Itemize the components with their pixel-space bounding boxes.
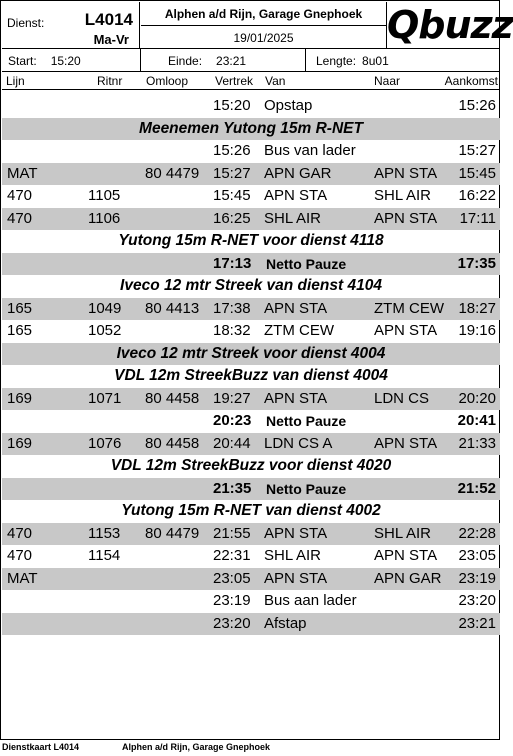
section-title-text: Meenemen Yutong 15m R-NET <box>139 119 363 137</box>
arrival-time: 15:45 <box>458 164 496 182</box>
block-number: 80 4413 <box>145 299 200 317</box>
line-number: MAT <box>7 164 38 182</box>
vehicle-section-title <box>2 343 500 366</box>
arrival-time: 23:20 <box>458 592 496 609</box>
trip-row <box>2 185 500 208</box>
trip-row <box>2 590 500 613</box>
departure-time: 20:23 <box>213 412 252 429</box>
line-number: 470 <box>7 547 33 564</box>
trip-number: 1071 <box>88 389 122 407</box>
footer-location: Alphen a/d Rijn, Garage Gnephoek <box>122 742 271 752</box>
arrival-time: 23:21 <box>458 614 496 632</box>
arrival-time: 20:20 <box>458 389 496 407</box>
block-number: 80 4479 <box>145 164 200 182</box>
to-stop: APN STA <box>374 164 438 182</box>
pause-row <box>2 253 500 276</box>
arrival-time: 16:22 <box>458 187 496 204</box>
col-ritnr: Ritnr <box>97 74 123 88</box>
arrival-time: 17:35 <box>457 254 496 272</box>
from-stop: Opstap <box>264 97 313 114</box>
trip-row <box>2 545 500 568</box>
departure-time: 21:55 <box>213 524 251 542</box>
pause-label: Netto Pauze <box>266 413 347 429</box>
to-stop: SHL AIR <box>374 524 431 542</box>
vehicle-section-title <box>2 230 500 253</box>
to-stop: APN STA <box>374 434 438 452</box>
trip-number: 1076 <box>88 434 122 452</box>
block-number: 80 4458 <box>145 389 200 407</box>
duty-date: 19/01/2025 <box>141 26 387 48</box>
from-stop: Bus van lader <box>264 142 356 159</box>
departure-time: 21:35 <box>213 479 252 497</box>
block-number: 80 4458 <box>145 434 200 452</box>
col-aankomst: Aankomst <box>444 74 498 88</box>
from-stop: Afstap <box>264 614 307 632</box>
arrival-time: 22:28 <box>458 524 496 542</box>
pause-label: Netto Pauze <box>266 480 347 497</box>
departure-time: 18:32 <box>213 322 251 339</box>
trip-row <box>2 568 500 591</box>
departure-time: 17:38 <box>213 299 251 317</box>
arrival-time: 20:41 <box>457 412 496 429</box>
end-value: 23:21 <box>216 54 247 68</box>
section-title-text: Iveco 12 mtr Streek van dienst 4104 <box>120 277 382 294</box>
end-cell <box>141 49 306 71</box>
trip-row <box>2 523 500 546</box>
from-stop: APN STA <box>264 187 328 204</box>
column-headers <box>2 72 500 90</box>
col-naar: Naar <box>374 74 401 88</box>
to-stop: APN STA <box>374 322 438 339</box>
vehicle-section-title <box>2 500 500 523</box>
from-stop: APN STA <box>264 524 328 542</box>
departure-time: 15:27 <box>213 164 251 182</box>
arrival-time: 23:19 <box>458 569 496 587</box>
departure-time: 23:20 <box>213 614 251 632</box>
from-stop: LDN CS A <box>264 434 333 452</box>
departure-time: 15:20 <box>213 97 251 114</box>
to-stop: SHL AIR <box>374 187 431 204</box>
col-lijn: Lijn <box>6 74 25 88</box>
start-label: Start: <box>8 54 37 68</box>
length-value: 8u01 <box>362 54 389 68</box>
arrival-time: 15:26 <box>458 97 496 114</box>
from-stop: SHL AIR <box>264 209 321 227</box>
departure-time: 20:44 <box>213 434 251 452</box>
block-number: 80 4479 <box>145 524 200 542</box>
col-vertrek: Vertrek <box>215 74 254 88</box>
from-stop: ZTM CEW <box>264 322 334 339</box>
start-cell <box>2 49 141 71</box>
from-stop: SHL AIR <box>264 547 321 564</box>
from-stop: Bus aan lader <box>264 592 357 609</box>
vehicle-section-title <box>2 118 500 141</box>
duty-number: L4014 <box>84 10 133 29</box>
arrival-time: 23:05 <box>458 547 496 564</box>
trip-number: 1106 <box>88 209 121 227</box>
trip-number: 1049 <box>88 299 122 317</box>
line-number: 470 <box>7 187 33 204</box>
end-label: Einde: <box>168 54 203 68</box>
line-number: 470 <box>7 524 33 542</box>
col-van: Van <box>265 74 286 88</box>
trip-row <box>2 298 500 321</box>
to-stop: APN STA <box>374 547 438 564</box>
length-cell <box>306 49 500 71</box>
arrival-time: 18:27 <box>458 299 496 317</box>
arrival-time: 21:52 <box>457 479 496 497</box>
departure-time: 16:25 <box>213 209 251 227</box>
from-stop: APN STA <box>264 299 328 317</box>
line-number: 165 <box>7 322 33 339</box>
vehicle-section-title <box>2 365 500 388</box>
from-stop: APN GAR <box>264 164 332 182</box>
trip-row <box>2 388 500 411</box>
line-number: 165 <box>7 299 33 317</box>
departure-time: 15:45 <box>213 187 251 204</box>
departure-time: 23:19 <box>213 592 251 609</box>
arrival-time: 19:16 <box>458 322 496 339</box>
duty-label: Dienst: <box>7 16 45 30</box>
pause-row <box>2 410 500 433</box>
arrival-time: 17:11 <box>459 209 496 227</box>
departure-time: 23:05 <box>213 569 251 587</box>
footer-card-id: Dienstkaart L4014 <box>2 742 80 752</box>
times-bar <box>2 48 500 72</box>
trip-number: 1052 <box>88 322 122 339</box>
length-label: Lengte: <box>316 54 357 68</box>
line-number: MAT <box>7 569 38 587</box>
line-number: 169 <box>7 434 33 452</box>
from-stop: APN STA <box>264 569 328 587</box>
footer <box>0 742 500 756</box>
section-title-text: VDL 12m StreekBuzz van dienst 4004 <box>114 367 388 384</box>
to-stop: LDN CS <box>374 389 430 407</box>
trip-row <box>2 163 500 186</box>
departure-time: 22:31 <box>213 547 251 564</box>
departure-time: 19:27 <box>213 389 251 407</box>
duty-info-box <box>2 2 140 48</box>
line-number: 470 <box>7 209 33 227</box>
trip-number: 1154 <box>88 547 121 564</box>
section-title-text: Iveco 12 mtr Streek voor dienst 4004 <box>116 344 386 362</box>
departure-time: 17:13 <box>213 254 252 272</box>
start-value: 15:20 <box>50 54 81 68</box>
col-omloop: Omloop <box>146 74 189 88</box>
trip-row <box>2 95 500 118</box>
from-stop: APN STA <box>264 389 328 407</box>
section-title-text: VDL 12m StreekBuzz voor dienst 4020 <box>110 457 392 474</box>
pause-row <box>2 478 500 501</box>
qbuzz-logo: Qbuzz <box>387 3 513 47</box>
trip-row <box>2 208 500 231</box>
depot-location: Alphen a/d Rijn, Garage Gnephoek <box>141 2 387 26</box>
trip-number: 1105 <box>88 187 121 204</box>
to-stop: ZTM CEW <box>374 299 444 317</box>
to-stop: APN GAR <box>374 569 442 587</box>
schedule-rows <box>2 95 500 635</box>
departure-time: 15:26 <box>213 142 251 159</box>
section-title-text: Yutong 15m R-NET van dienst 4002 <box>121 502 381 519</box>
line-number: 169 <box>7 389 33 407</box>
arrival-time: 21:33 <box>458 434 496 452</box>
trip-row <box>2 613 500 636</box>
section-title-text: Yutong 15m R-NET voor dienst 4118 <box>118 232 384 249</box>
to-stop: APN STA <box>374 209 438 227</box>
trip-row <box>2 433 500 456</box>
arrival-time: 15:27 <box>458 142 496 159</box>
trip-row <box>2 140 500 163</box>
trip-row <box>2 320 500 343</box>
vehicle-section-title <box>2 455 500 478</box>
duty-days: Ma-Vr <box>93 32 129 47</box>
trip-number: 1153 <box>88 524 121 542</box>
pause-label: Netto Pauze <box>266 255 347 272</box>
vehicle-section-title <box>2 275 500 298</box>
